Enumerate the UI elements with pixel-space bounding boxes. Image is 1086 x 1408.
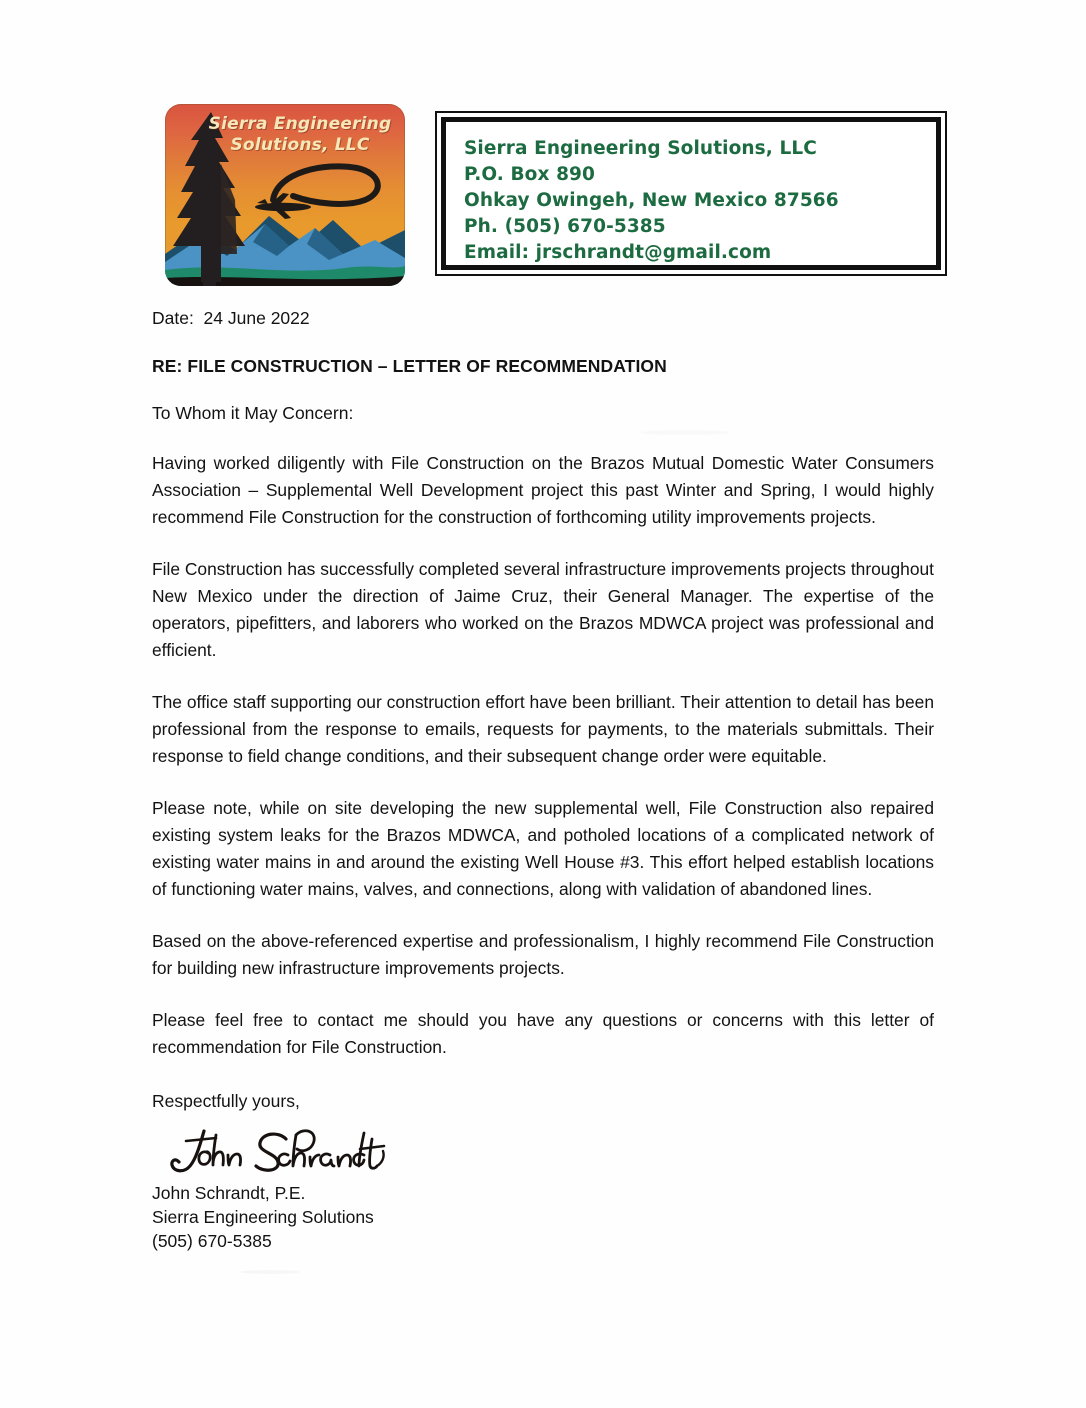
- logo-artwork: [165, 104, 405, 286]
- signer-company: Sierra Engineering Solutions: [152, 1207, 374, 1227]
- paragraph: Please feel free to contact me should you have any questions or concerns with this letter of recommendation for File Construction.: [152, 1010, 934, 1057]
- paragraph: Having worked diligently with File Construction on the Brazos Mutual Domestic Water Consumers Association – Supplemental Well Development project this past Winter and Spring, I would highly recommend File Construction for the construction of forthcoming utility improvements projects.: [152, 453, 934, 527]
- scan-artifact: [240, 1270, 300, 1274]
- handwritten-signature-icon: [164, 1119, 404, 1181]
- paragraph: File Construction has successfully completed several infrastructure improvements projects throughout New Mexico under the direction of Jaime Cruz, their General Manager. The expertise of the operators, pipefitters, and laborers who worked on the Brazos MDWCA project was professional and efficient.: [152, 559, 934, 660]
- address-po-box: P.O. Box 890: [464, 164, 595, 185]
- closing-line: Respectfully yours,: [152, 1091, 300, 1111]
- logo-line-1: Sierra Engineering: [208, 114, 392, 134]
- address-email: Email: jrschrandt@gmail.com: [464, 242, 772, 263]
- paragraph: Based on the above-referenced expertise and professionalism, I highly recommend File Construction for building new infrastructure improvements projects.: [152, 931, 934, 978]
- paragraph: Please note, while on site developing the new supplemental well, File Construction also repaired existing system leaks for the Brazos MDWCA, and potholed locations of a complicated network of existing water mains in and around the existing Well House #3. This effort helped establish locations of functioning water mains, valves, and connections, along with validation of abandoned lines.: [152, 798, 934, 899]
- subject-line: RE: FILE CONSTRUCTION – LETTER OF RECOMMENDATION: [152, 356, 667, 376]
- address-phone: Ph. (505) 670-5385: [464, 216, 666, 237]
- date-line: Date: 24 June 2022: [152, 308, 310, 328]
- paragraph: The office staff supporting our construction effort have been brilliant. Their attention to detail has been professional from the response to emails, requests for payments, to the materials submittals. Their response to field change conditions, and their subsequent change order were equitable.: [152, 692, 934, 766]
- signer-phone: (505) 670-5385: [152, 1231, 272, 1251]
- address-box: [435, 111, 947, 276]
- signature: [152, 1119, 934, 1181]
- address-city-state-zip: Ohkay Owingeh, New Mexico 87566: [464, 190, 839, 211]
- letter-body: [152, 306, 934, 1253]
- address-box-inner-frame: [441, 117, 941, 270]
- signer-name: John Schrandt, P.E.: [152, 1183, 306, 1203]
- logo-line-2: Solutions, LLC: [230, 135, 370, 155]
- signer-block: [152, 1181, 934, 1253]
- salutation: To Whom it May Concern:: [152, 403, 354, 423]
- address-company: Sierra Engineering Solutions, LLC: [464, 138, 817, 159]
- logo-wordmark: [205, 114, 395, 156]
- company-logo: [165, 104, 405, 286]
- address-lines: [464, 136, 936, 266]
- letterhead: [152, 96, 952, 288]
